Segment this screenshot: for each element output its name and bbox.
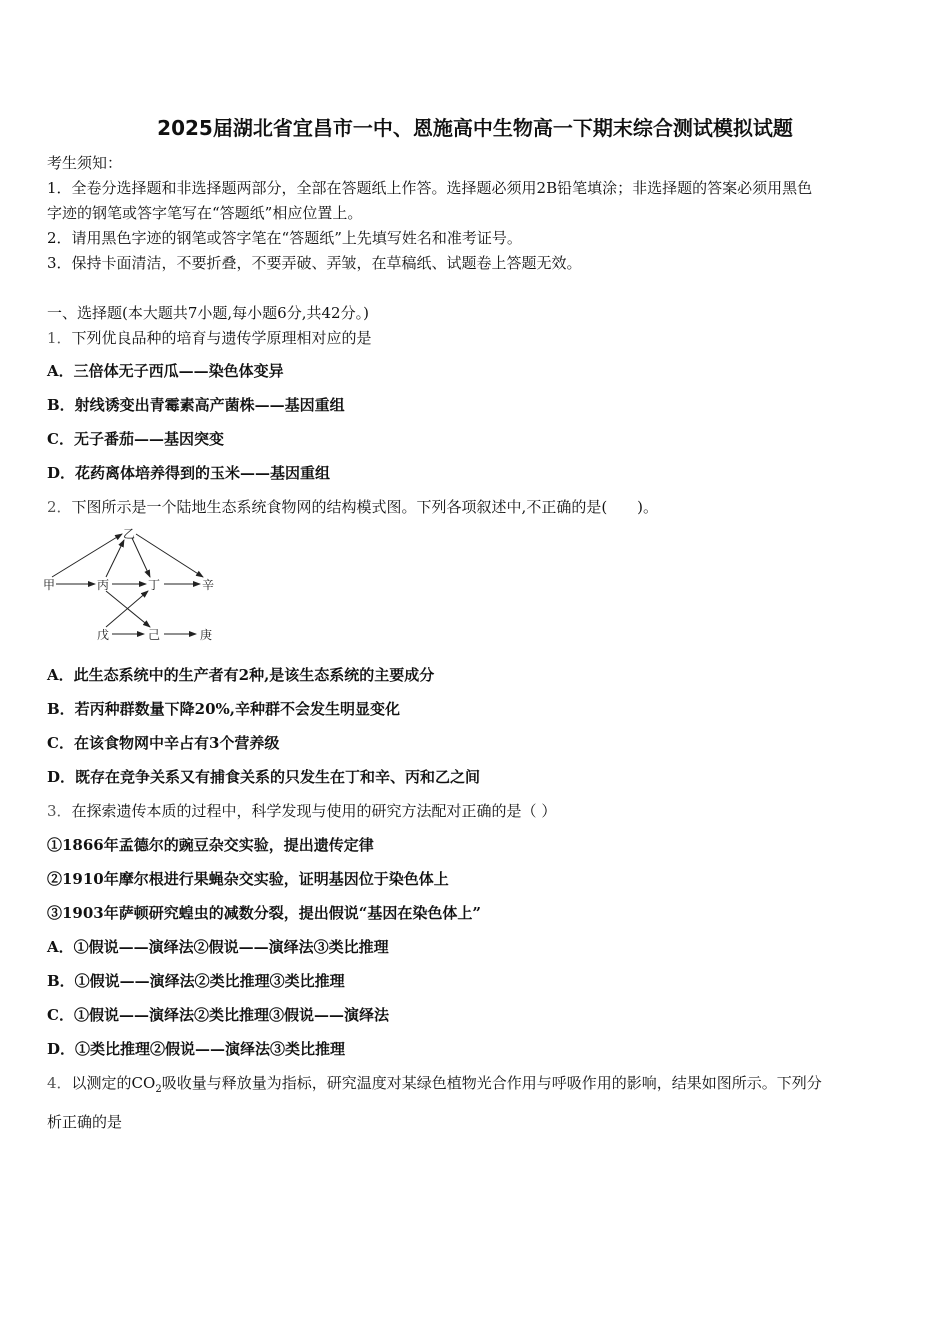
section-heading: 一、选择题(本大题共7小题,每小题6分,共42分。) <box>47 304 369 322</box>
node-yi: 乙 <box>123 527 136 541</box>
question-stem: 下图所示是一个陆地生态系统食物网的结构模式图。下列各项叙述中,不正确的是( )。 <box>71 498 659 516</box>
question-stem: 以测定的CO <box>71 1074 156 1092</box>
arrow-yi-ding <box>132 538 150 577</box>
notice-item-2: 2．请用黑色字迹的钢笔或答字笔在“答题纸”上先填写姓名和准考证号。 <box>47 229 522 247</box>
question-stem-cont: 吸收量与释放量为指标，研究温度对某绿色植物光合作用与呼吸作用的影响，结果如图所示。下列分 <box>161 1074 822 1092</box>
q3-option-c: C．①假说——演绎法②类比推理③假说——演绎法 <box>47 1006 389 1024</box>
q2-option-b: B．若丙种群数量下降20%,辛种群不会发生明显变化 <box>47 700 401 718</box>
q1-option-d: D．花药离体培养得到的玉米——基因重组 <box>47 464 331 482</box>
arrow-bing-yi <box>106 540 124 577</box>
question-number: 2． <box>47 498 72 516</box>
q1-option-b: B．射线诱变出青霉素高产菌株——基因重组 <box>47 396 345 414</box>
question-number: 3． <box>47 802 72 820</box>
subscript-2: 2 <box>155 1084 162 1095</box>
notice-item-3: 3．保持卡面清洁，不要折叠，不要弄破、弄皱，在草稿纸、试题卷上答题无效。 <box>47 254 582 272</box>
page-title: 2025届湖北省宜昌市一中、恩施高中生物高一下期末综合测试模拟试题 <box>157 116 793 140</box>
node-ding: 丁 <box>148 578 161 592</box>
node-ji: 己 <box>148 628 161 642</box>
question-4 <box>47 1072 822 1095</box>
arrow-yi-xin <box>136 534 203 577</box>
q3-option-a: A．①假说——演绎法②假说——演绎法③类比推理 <box>47 938 389 956</box>
notice-item-1-line-2: 字迹的钢笔或答字笔写在“答题纸”相应位置上。 <box>47 204 363 222</box>
question-stem: 在探索遗传本质的过程中，科学发现与使用的研究方法配对正确的是（ ） <box>71 802 557 820</box>
q2-option-a: A．此生态系统中的生产者有2种,是该生态系统的主要成分 <box>47 666 435 684</box>
question-stem: 下列优良品种的培育与遗传学原理相对应的是 <box>71 329 372 347</box>
food-web-diagram <box>40 522 230 652</box>
q3-statement-3: ③1903年萨顿研究蝗虫的减数分裂，提出假说“基因在染色体上” <box>47 904 482 922</box>
question-1 <box>47 327 372 348</box>
question-number: 4． <box>47 1074 72 1092</box>
question-2 <box>47 496 658 517</box>
node-geng: 庚 <box>200 628 213 642</box>
node-bing: 丙 <box>97 578 110 592</box>
q3-statement-1: ①1866年孟德尔的豌豆杂交实验，提出遗传定律 <box>47 836 374 854</box>
node-jia: 甲 <box>43 578 56 592</box>
q1-option-c: C．无子番茄——基因突变 <box>47 430 224 448</box>
q2-option-c: C．在该食物网中辛占有3个营养级 <box>47 734 280 752</box>
q1-option-a: A．三倍体无子西瓜——染色体变异 <box>47 362 284 380</box>
arrow-jia-yi <box>52 534 122 577</box>
notice-item-1-line-1: 1．全卷分选择题和非选择题两部分，全部在答题纸上作答。选择题必须用2B铅笔填涂；非选择题的答案必须用黑色 <box>47 179 813 197</box>
question-4-line-2: 析正确的是 <box>47 1113 123 1131</box>
node-wu: 戊 <box>97 628 110 642</box>
q3-statement-2: ②1910年摩尔根进行果蝇杂交实验，证明基因位于染色体上 <box>47 870 449 888</box>
notice-heading: 考生须知： <box>47 154 123 172</box>
question-3 <box>47 800 556 821</box>
question-number: 1． <box>47 329 72 347</box>
q3-option-b: B．①假说——演绎法②类比推理③类比推理 <box>47 972 345 990</box>
node-xin: 辛 <box>202 578 215 592</box>
q3-option-d: D．①类比推理②假说——演绎法③类比推理 <box>47 1040 346 1058</box>
q2-option-d: D．既存在竞争关系又有捕食关系的只发生在丁和辛、丙和乙之间 <box>47 768 481 786</box>
